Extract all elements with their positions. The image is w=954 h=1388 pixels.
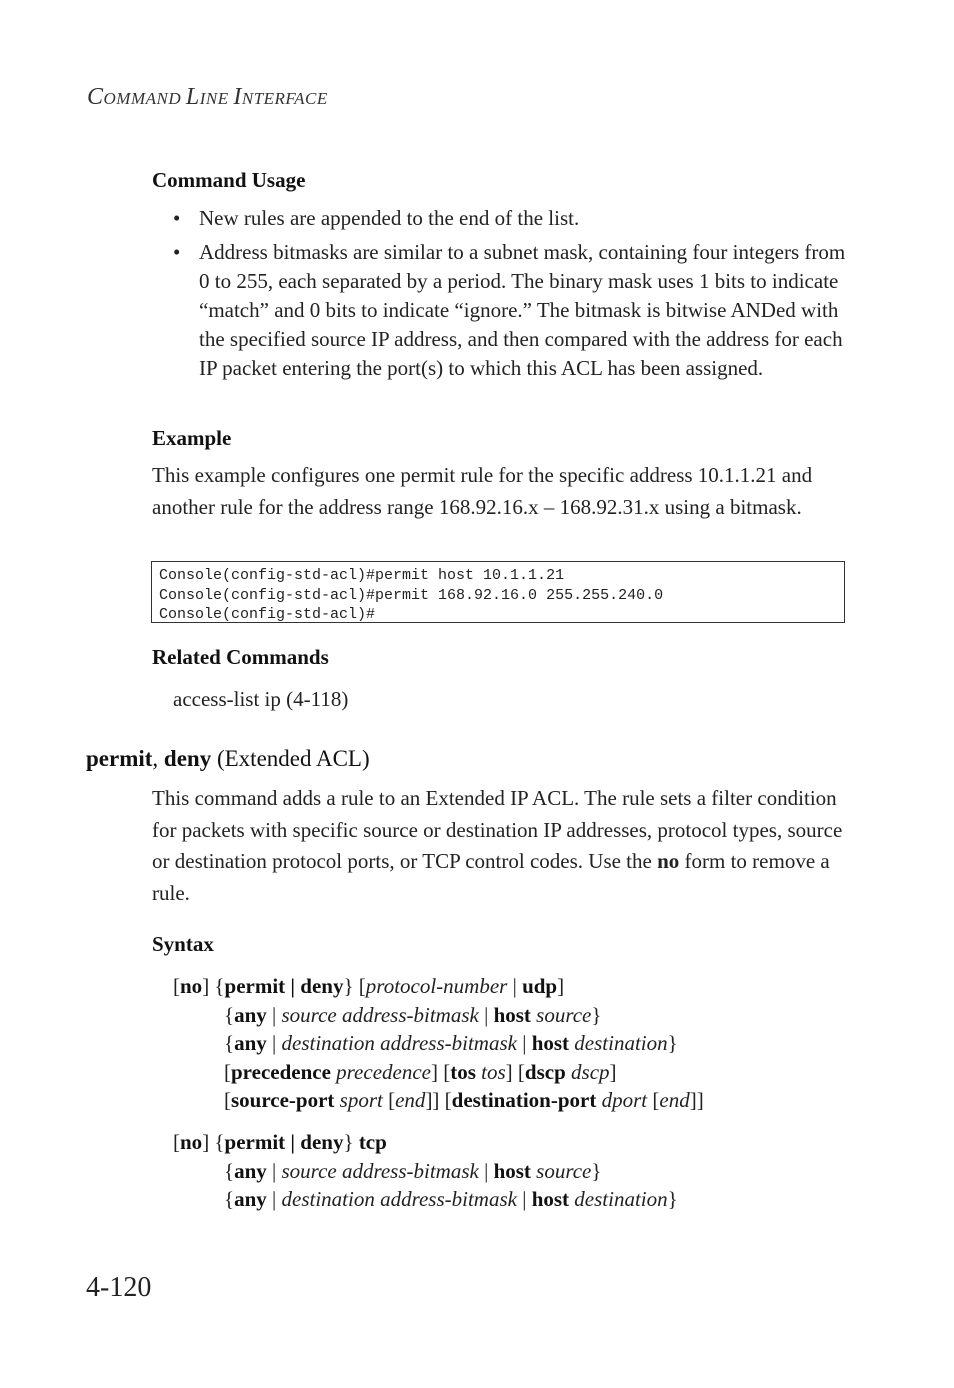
syntax-argument: source xyxy=(536,1002,592,1027)
syntax-argument: source address-bitmask xyxy=(281,1158,479,1183)
desc-text: form to remove a rule. xyxy=(152,849,830,905)
syntax-keyword: permit | deny xyxy=(224,974,344,998)
running-head-part: INE xyxy=(199,89,234,108)
syntax-argument: source xyxy=(536,1158,592,1183)
syntax-keyword: destination-port xyxy=(451,1088,597,1112)
syntax-argument: destination xyxy=(574,1187,668,1211)
bullet-marker: • xyxy=(173,206,181,230)
running-head-part: NTERFACE xyxy=(241,89,328,108)
syntax-line: [no] {permit | deny} tcp xyxy=(173,1130,387,1154)
bullet-marker: • xyxy=(173,240,181,264)
command-usage-heading: Command Usage xyxy=(152,168,306,192)
syntax-keyword: host xyxy=(493,1002,531,1027)
running-head-part: L xyxy=(185,84,200,110)
syntax-argument: tos xyxy=(481,1059,506,1084)
syntax-argument: precedence xyxy=(336,1059,431,1084)
running-head-part: C xyxy=(87,84,104,110)
syntax-keyword: permit | deny xyxy=(224,1130,344,1154)
running-head-part: OMMAND xyxy=(103,89,186,108)
syntax-keyword: dscp xyxy=(524,1059,566,1084)
syntax-line: {any | source address-bitmask | host source} xyxy=(224,1158,602,1183)
syntax-line: [precedence precedence] [tos tos] [dscp dscp] xyxy=(224,1059,617,1084)
desc-no-keyword: no xyxy=(657,849,680,873)
syntax-argument: protocol-number xyxy=(365,974,508,998)
title-rest: (Extended ACL) xyxy=(211,746,370,771)
example-heading: Example xyxy=(152,426,232,450)
syntax-keyword: tos xyxy=(450,1059,476,1084)
syntax-line: [no] {permit | deny} [protocol-number | udp] xyxy=(173,974,565,998)
example-text: This example configures one permit rule for the specific address 10.1.1.21 and another rule for the address range 168.92.16.x – 168.92.31.x using a bitmask. xyxy=(152,463,813,519)
syntax-line: {any | source address-bitmask | host source} xyxy=(224,1002,602,1027)
related-commands-heading: Related Commands xyxy=(152,645,329,669)
section-description xyxy=(152,783,852,909)
list-item xyxy=(173,238,853,383)
code-line: Console(config-std-acl)# xyxy=(159,606,376,623)
syntax-argument: source address-bitmask xyxy=(281,1002,479,1027)
syntax-heading: Syntax xyxy=(152,932,214,956)
syntax-argument: dscp xyxy=(571,1059,610,1084)
syntax-keyword: host xyxy=(531,1187,570,1211)
syntax-keyword: no xyxy=(180,974,203,998)
syntax-keyword: any xyxy=(234,1187,267,1211)
command-usage-list xyxy=(173,204,853,388)
title-permit: permit xyxy=(86,746,153,771)
syntax-argument: end xyxy=(395,1088,426,1112)
syntax-keyword: source-port xyxy=(231,1088,335,1112)
syntax-keyword: udp xyxy=(522,974,558,998)
syntax-argument: dport xyxy=(601,1088,648,1112)
running-head xyxy=(87,84,328,111)
related-command-text: access-list ip (4-118) xyxy=(173,687,349,711)
syntax-keyword: any xyxy=(234,1031,267,1055)
syntax-line: {any | destination address-bitmask | host destination} xyxy=(224,1187,678,1211)
code-block xyxy=(151,561,845,623)
syntax-line: [source-port sport [end]] [destination-port dport [end]] xyxy=(224,1088,704,1112)
syntax-keyword: precedence xyxy=(231,1059,331,1084)
running-head-part: I xyxy=(233,84,242,110)
syntax-keyword: no xyxy=(180,1130,203,1154)
syntax-keyword: host xyxy=(531,1031,570,1055)
syntax-argument: destination xyxy=(574,1031,668,1055)
section-title xyxy=(86,746,370,772)
syntax-keyword: tcp xyxy=(358,1130,387,1154)
code-line: Console(config-std-acl)#permit 168.92.16.0 255.255.240.0 xyxy=(159,586,664,604)
syntax-block-tcp xyxy=(173,1128,678,1214)
syntax-argument: destination address-bitmask xyxy=(281,1187,517,1211)
code-line: Console(config-std-acl)#permit host 10.1.1.21 xyxy=(159,567,565,584)
list-item xyxy=(173,204,853,233)
page-number: 4-120 xyxy=(86,1272,152,1303)
syntax-argument: end xyxy=(659,1088,690,1112)
bullet-text: New rules are appended to the end of the list. xyxy=(199,206,580,230)
syntax-block-udp xyxy=(173,972,704,1115)
syntax-keyword: host xyxy=(493,1158,531,1183)
title-comma: , xyxy=(152,746,164,771)
syntax-line: {any | destination address-bitmask | host destination} xyxy=(224,1031,678,1055)
desc-text: This command adds a rule to an Extended IP ACL. The rule sets a filter condition for packets with specific source or destination IP addresses, protocol types, source or destination protocol ports, or TCP control codes. Use the xyxy=(152,786,843,873)
bullet-text: Address bitmasks are similar to a subnet mask, containing four integers from 0 to 255, each separated by a period. The binary mask uses 1 bits to indicate “match” and 0 bits to indicate “ignore.” The bitmask is bitwise ANDed with the specified source IP address, and then compared with the address for each IP packet entering the port(s) to which this ACL has been assigned. xyxy=(199,240,846,380)
syntax-keyword: any xyxy=(234,1158,267,1183)
title-deny: deny xyxy=(163,746,212,771)
syntax-keyword: any xyxy=(234,1002,267,1027)
syntax-argument: sport xyxy=(339,1088,383,1112)
syntax-argument: destination address-bitmask xyxy=(281,1031,517,1055)
